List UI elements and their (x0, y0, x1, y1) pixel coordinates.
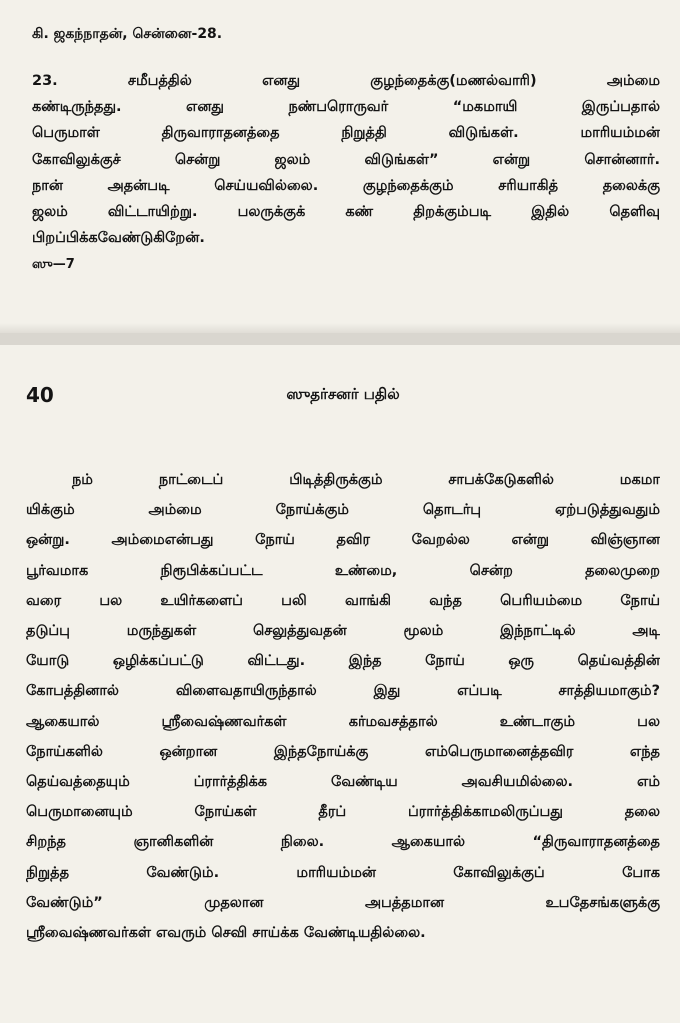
question-line: ஜலம் விட்டாயிற்று. பலருக்குக் கண் திறக்கும்படி இதில் தெளிவு (32, 204, 660, 221)
previous-page-fragment (0, 0, 680, 333)
page-divider (0, 333, 680, 345)
question-line: பிறப்பிக்கவேண்டுகிறேன். (32, 230, 205, 247)
question-line: 23. சமீபத்தில் எனது குழந்தைக்கு(மணல்வாரி) அம்மை (32, 73, 660, 89)
answer-line: சிறந்த ஞானிகளின் நிலை. ஆகையால் “திருவாராதனத்தை (26, 834, 660, 851)
answer-line: தெய்வத்தையும் ப்ரார்த்திக்க வேண்டிய அவசியமில்லை. எம் (26, 774, 660, 791)
question-author-line: கி. ஜகந்நாதன், சென்னை-28. (32, 26, 223, 42)
answer-line: ஸ்ரீவைஷ்ணவர்கள் எவரும் செவி சாய்க்க வேண்டியதில்லை. (26, 925, 426, 942)
page-number: 40 (26, 383, 54, 407)
answer-line: ஒன்று. அம்மைஎன்பது நோய் தவிர வேறல்ல என்று விஞ்ஞான (26, 532, 660, 549)
page-header (26, 375, 660, 435)
answer-line: பூர்வமாக நிரூபிக்கப்பட்ட உண்மை, சென்ற தலைமுறை (26, 562, 660, 579)
answer-line: ஆகையால் ஸ்ரீவைஷ்ணவர்கள் கர்மவசத்தால் உண்டாகும் பல (26, 713, 660, 730)
question-paragraph (32, 68, 660, 251)
question-line: கண்டிருந்தது. எனது நண்பரொருவர் “மகமாயி இருப்பதால் (32, 99, 660, 116)
answer-line: பெருமானையும் நோய்கள் தீரப் ப்ரார்த்திக்காமலிருப்பது தலை (26, 804, 660, 821)
answer-line: தடுப்பு மருந்துகள் செலுத்துவதன் மூலம் இந்நாட்டில் அடி (26, 623, 660, 640)
question-line: நான் அதன்படி செய்யவில்லை. குழந்தைக்கும் சரியாகித் தலைக்கு (32, 177, 660, 194)
answer-line: யிக்கும் அம்மை நோய்க்கும் தொடர்பு ஏற்படுத்துவதும் (26, 502, 660, 519)
question-line: கோவிலுக்குச் சென்று ஜலம் விடுங்கள்” என்று சொன்னார். (32, 151, 660, 168)
answer-line: வேண்டும்” முதலான அபத்தமான உபதேசங்களுக்கு (26, 894, 660, 911)
answer-line: யோடு ஒழிக்கப்பட்டு விட்டது. இந்த நோய் ஒரு தெய்வத்தின் (26, 653, 660, 670)
answer-line: நோய்களில் ஒன்றான இந்தநோய்க்கு எம்பெருமானைத்தவிர எந்த (26, 743, 660, 760)
answer-paragraph (26, 465, 660, 948)
question-line: பெருமாள் திருவாராதனத்தை நிறுத்தி விடுங்கள். மாரியம்மன் (32, 125, 660, 142)
running-title: ஸுதர்சனர் பதில் (286, 385, 400, 403)
page-edge-shadow (0, 323, 680, 333)
signature-mark: ஸு—7 (32, 257, 75, 273)
answer-line: வரை பல உயிர்களைப் பலி வாங்கி வந்த பெரியம்மை நோய் (26, 592, 660, 609)
answer-line: கோபத்தினால் விளைவதாயிருந்தால் இது எப்படி சாத்தியமாகும்? (26, 683, 660, 700)
answer-page (0, 345, 680, 1023)
answer-line: நிறுத்த வேண்டும். மாரியம்மன் கோவிலுக்குப் போக (26, 864, 660, 881)
answer-line: நம் நாட்டைப் பிடித்திருக்கும் சாபக்கேடுகளில் மகமா (72, 472, 660, 488)
